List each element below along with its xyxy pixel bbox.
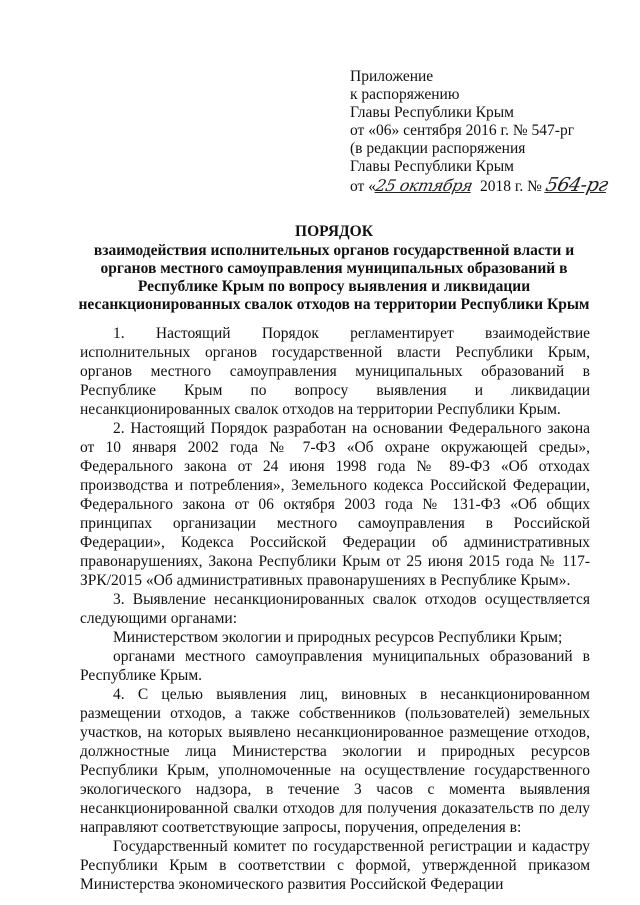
approval-last-middle: 2018 г. № <box>479 178 542 195</box>
heading-line: несанкционированных свалок отходов на территории Республики Крым <box>78 296 590 313</box>
approval-line: Главы Республики Крым <box>350 104 514 121</box>
heading-line: органов местного самоуправления муниципальных образований в <box>100 260 568 277</box>
approval-line: Главы Республики Крым <box>350 158 514 175</box>
approval-line: Приложение <box>350 68 434 85</box>
approval-line: (в редакции распоряжения <box>350 140 526 157</box>
paragraph: Государственный комитет по государственной регистрации и кадастру Республики Крым в соответствии с формой, утвержденной приказом Министерства экономического развития Российской Федерации <box>80 838 590 893</box>
approval-line: от «06» сентября 2016 г. № 547-рг <box>350 122 575 139</box>
paragraph: 3. Выявление несанкционированных свалок отходов осуществляется следующими органами: <box>80 591 590 627</box>
document-title: ПОРЯДОК <box>295 223 373 240</box>
paragraph: органами местного самоуправления муниципальных образований в Республике Крым. <box>80 648 590 684</box>
document-heading <box>78 223 590 314</box>
approval-last-line <box>350 176 630 196</box>
document-body <box>80 324 590 896</box>
heading-line: взаимодействия исполнительных органов государственной власти и <box>93 242 575 259</box>
approval-line: к распоряжению <box>350 86 460 103</box>
handwritten-date: 25 октября <box>374 176 475 195</box>
handwritten-number: 564-рг <box>543 174 610 196</box>
approval-last-prefix: от « <box>350 178 376 195</box>
paragraph: 1. Настоящий Порядок регламентирует взаимодействие исполнительных органов государственной власти Республики Крым, органов местного самоуправления муниципальных образований в Республике Крым по вопросу выявления и ликвидации несанкционированных свалок отходов на территории Республики Крым. <box>80 325 590 418</box>
heading-line: Республике Крым по вопросу выявления и ликвидации <box>137 278 531 295</box>
approval-stamp-block <box>350 68 630 196</box>
paragraph: Министерством экологии и природных ресурсов Республики Крым; <box>113 629 563 646</box>
paragraph: 2. Настоящий Порядок разработан на основании Федерального закона от 10 января 2002 года № 7-ФЗ «Об охране окружающей среды», Федерального закона от 24 июня 1998 года № 89-ФЗ «Об отходах производства и потребления», Земельного кодекса Российской Федерации, Федерального закона от 06 октября 2003 года № 131-ФЗ «Об общих принципах организации местного самоуправления в Российской Федерации», Кодекса Российской Федерации об административных правонарушениях, Закона Республики Крым от 25 июня 2015 года № 117-ЗРК/2015 «Об административных правонарушениях в Республике Крым». <box>80 420 590 589</box>
paragraph: 4. С целью выявления лиц, виновных в несанкционированном размещении отходов, а также собственников (пользователей) земельных участков, на которых выявлено несанкционированное размещение отходов, должностные лица Министерства экологии и природных ресурсов Республики Крым, уполномоченные на осуществление государственного экологического надзора, в течение 3 часов с момента выявления несанкционированной свалки отходов для получения доказательств по делу направляют соответствующие запросы, поручения, определения в: <box>80 686 590 836</box>
